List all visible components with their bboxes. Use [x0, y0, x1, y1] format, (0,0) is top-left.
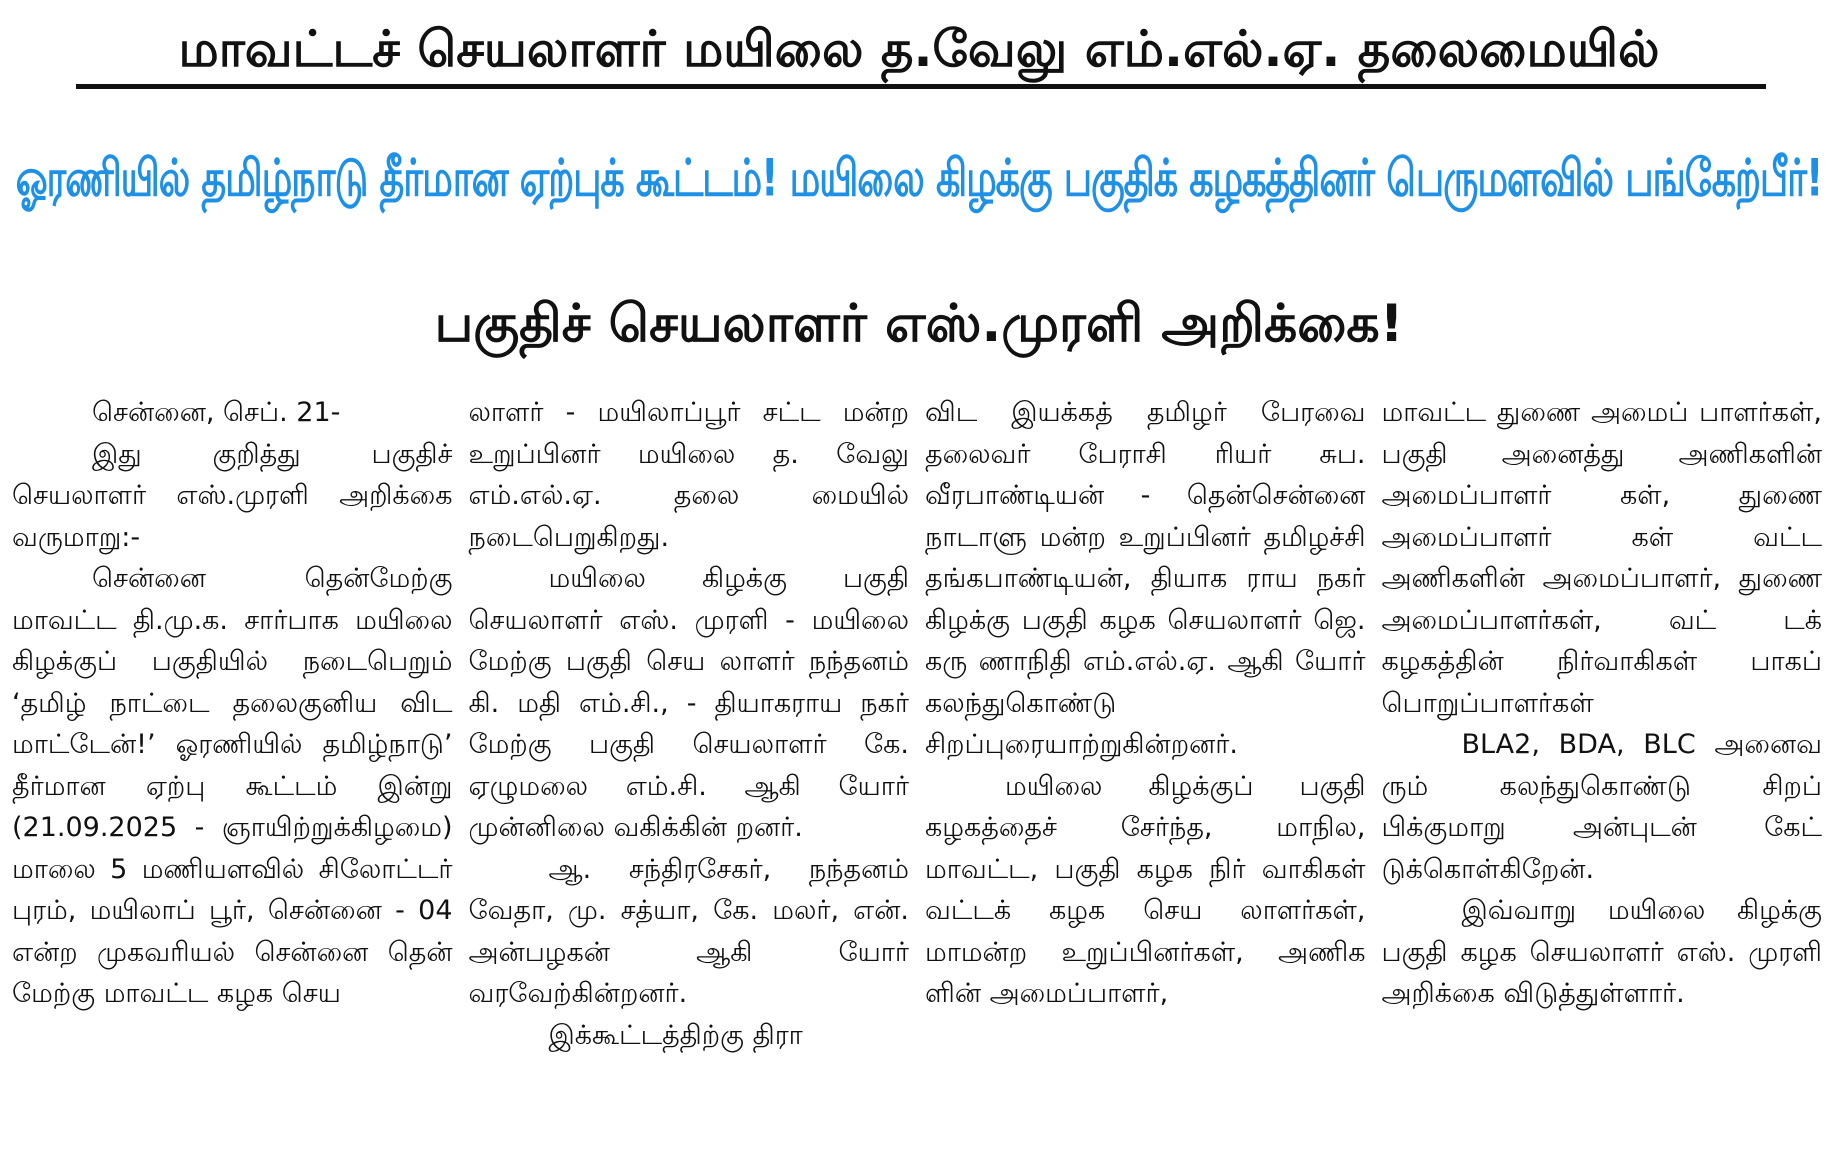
paragraph: இவ்வாறு மயிலை கிழக்கு பகுதி கழக செயலாளர் எஸ். முரளி அறிக்கை விடுத்துள்ளார்.: [1381, 895, 1822, 1009]
main-headline: ஓரணியில் தமிழ்நாடு தீர்மான ஏற்புக் கூட்டம்! மயிலை கிழக்கு பகுதிக் கழகத்தினர் பெருமளவில் பங்கேற்பீர்!: [15, 148, 1823, 208]
article-column-3: [921, 392, 1378, 1164]
paragraph: சென்னை தென்மேற்கு மாவட்ட தி.மு.க. சார்பாக மயிலை கிழக்குப் பகுதியில் நடைபெறும் ‘தமிழ் நாட்டை தலைகுனிய விட மாட்டேன்!’ ஓரணியில் தமிழ்நாடு’ தீர்மான ஏற்பு கூட்டம் இன்று (21.09.2025 - ஞாயிற்றுக்கிழமை) மாலை 5 மணியளவில் சிலோட்டர் புரம், மயிலாப் பூர், சென்னை - 04 என்ற முகவரியல் சென்னை தென் மேற்கு மாவட்ட கழக செய: [12, 563, 453, 1009]
paragraph: மாவட்ட துணை அமைப் பாளர்கள், பகுதி அனைத்து அணிகளின் அமைப்பாளர் கள், துணை அமைப்பாளர் கள் வட்ட அணிகளின் அமைப்பாளர், துணை அமைப்பாளர்கள், வட் டக் கழகத்தின் நிர்வாகிகள் பாகப் பொறுப்பாளர்கள்: [1381, 397, 1822, 719]
kicker-underline: [76, 84, 1766, 89]
paragraph: லாளர் - மயிலாப்பூர் சட்ட மன்ற உறுப்பினர் மயிலை த. வேலு எம்.எல்.ஏ. தலை மையில் நடைபெறுகிறது.: [468, 397, 909, 553]
article-body: [8, 392, 1834, 1164]
paragraph: இது குறித்து பகுதிச் செயலாளர் எஸ்.முரளி அறிக்கை வருமாறு:-: [12, 438, 453, 553]
article-column-1: [8, 392, 465, 1164]
article-column-2: [465, 392, 922, 1164]
article-column-4: [1378, 392, 1835, 1164]
paragraph: மயிலை கிழக்குப் பகுதி கழகத்தைச் சேர்ந்த, மாநில, மாவட்ட, பகுதி கழக நிர் வாகிகள் வட்டக் கழக செய லாளர்கள், மாமன்ற உறுப்பினர்கள், அணிக ளின் அமைப்பாளர்,: [925, 770, 1366, 1009]
sub-headline: பகுதிச் செயலாளர் எஸ்.முரளி அறிக்கை!: [434, 294, 1404, 354]
kicker-headline: மாவட்டச் செயலாளர் மயிலை த.வேலு எம்.எல்.ஏ. தலைமையில்: [178, 20, 1660, 78]
paragraph: ஆ. சந்திரசேகர், நந்தனம் வேதா, மு. சத்யா, கே. மலர், என். அன்பழகன் ஆகி யோர் வரவேற்கின்றனர்.: [468, 853, 909, 1009]
paragraph: விட இயக்கத் தமிழர் பேரவை தலைவர் பேராசி ரியர் சுப. வீரபாண்டியன் - தென்சென்னை நாடாளு மன்ற உறுப்பினர் தமிழச்சி தங்கபாண்டியன், தியாக ராய நகர் கிழக்கு பகுதி கழக செயலாளர் ஜெ. கரு ணாநிதி எம்.எல்.ஏ. ஆகி யோர் கலந்துகொண்டு சிறப்புரையாற்றுகின்றனர்.: [925, 397, 1366, 760]
paragraph: இக்கூட்டத்திற்கு திரா: [548, 1019, 803, 1051]
dateline: சென்னை, செப். 21-: [92, 397, 341, 428]
paragraph: மயிலை கிழக்கு பகுதி செயலாளர் எஸ். முரளி - மயிலை மேற்கு பகுதி செய லாளர் நந்தனம் கி. மதி எம்.சி., - தியாகராய நகர் மேற்கு பகுதி செயலாளர் கே. ஏழுமலை எம்.சி. ஆகி யோர் முன்னிலை வகிக்கின் றனர்.: [468, 563, 909, 843]
paragraph: BLA2, BDA, BLC அனைவ ரும் கலந்துகொண்டு சிறப் பிக்குமாறு அன்புடன் கேட் டுக்கொள்கிறேன்.: [1381, 729, 1822, 885]
